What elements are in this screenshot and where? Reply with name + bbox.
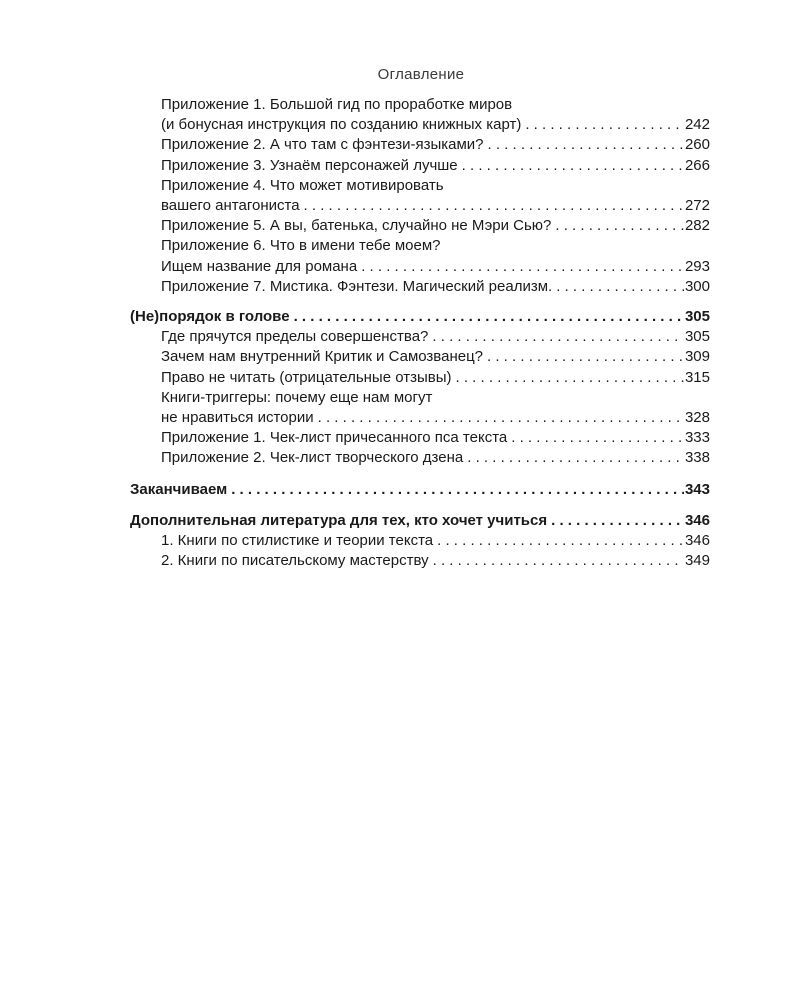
toc-entry-title: Право не читать (отрицательные отзывы) [161,368,452,386]
toc-part-title: Заканчиваем [130,480,228,498]
dot-leader [437,531,684,551]
toc-entry-page: 346 [684,532,710,550]
toc-entry [130,135,710,155]
toc-entry-title: Ищем название для романа [161,257,358,275]
toc-entry-title: Книги-триггеры: почему еще нам могут [161,388,433,406]
toc-part-title: Дополнительная литература для тех, кто хочет учиться [130,511,548,529]
toc-entry [130,257,710,277]
dot-leader [551,511,684,531]
toc-entry [130,368,710,388]
toc-part-entry [130,307,710,327]
toc-part-page: 305 [684,308,710,326]
toc-entry-page: 309 [684,348,710,366]
toc-entry [130,448,710,468]
dot-leader [467,448,684,468]
toc-entry-page: 349 [684,552,710,570]
dot-leader [432,327,684,347]
dot-leader [511,428,684,448]
toc-part-entry [130,511,710,531]
dot-leader [231,480,684,500]
toc-entry [130,408,710,428]
dot-leader [318,408,684,428]
toc-entry [130,236,710,256]
dot-leader [433,551,684,571]
toc-entry [130,428,710,448]
dot-leader [361,257,684,277]
toc-entry-page: 266 [684,156,710,174]
toc-entry-title: Приложение 5. А вы, батенька, случайно не Мэри Сью? [161,217,552,235]
toc-entry-page: 242 [684,116,710,134]
toc-entry-title: Приложение 1. Большой гид по проработке миров [161,96,513,113]
toc-entry-title: Приложение 4. Что может мотивировать [161,176,444,194]
dot-leader [555,216,684,236]
toc-entry [130,216,710,236]
toc-entry [130,551,710,571]
toc-entry-title: вашего антагониста [161,197,300,215]
toc-entry [130,176,710,196]
toc-entry [130,388,710,408]
toc-entry [130,531,710,551]
toc-entry-title: Зачем нам внутренний Критик и Самозванец? [161,348,484,366]
toc-entry-title: Приложение 3. Узнаём персонажей лучше [161,156,458,174]
toc-entry-title: не нравиться истории [161,409,314,427]
dot-leader [456,368,684,388]
toc-entry-title: Приложение 6. Что в имени тебе моем? [161,237,441,255]
toc-entry-title: Приложение 7. Мистика. Фэнтези. Магический реализм. [161,277,553,295]
toc-part-entry [130,480,710,500]
toc-entry-title: (и бонусная инструкция по созданию книжных карт) [161,116,522,134]
toc-entry-title: Приложение 1. Чек-лист причесанного пса текста [161,429,508,447]
toc-entry [130,95,710,115]
dot-leader [304,196,684,216]
dot-leader [462,156,684,176]
table-of-contents [130,95,710,571]
toc-entry-page: 282 [684,217,710,235]
toc-part-title: (Не)порядок в голове [130,308,290,326]
toc-entry-title: Приложение 2. А что там с фэнтези-языками? [161,136,484,154]
toc-entry-title: 1. Книги по стилистике и теории текста [161,532,434,550]
toc-entry-page: 300 [684,277,710,295]
toc-entry [130,156,710,176]
toc-entry-page: 260 [684,136,710,154]
toc-entry-page: 305 [684,328,710,346]
toc-entry-page: 272 [684,197,710,215]
dot-leader [525,115,684,135]
toc-entry-title: Где прячутся пределы совершенства? [161,328,429,346]
toc-entry-title: 2. Книги по писательскому мастерству [161,552,429,570]
toc-entry-page: 293 [684,257,710,275]
toc-entry-title: Приложение 2. Чек-лист творческого дзена [161,449,464,467]
toc-entry [130,277,710,297]
toc-entry [130,327,710,347]
toc-entry-page: 338 [684,449,710,467]
running-head: Оглавление [377,66,465,83]
toc-entry-page: 328 [684,409,710,427]
toc-entry [130,115,710,135]
toc-part-page: 346 [684,511,710,529]
toc-part-page: 343 [684,480,710,498]
toc-entry-page: 333 [684,429,710,447]
toc-entry-page: 315 [684,368,710,386]
toc-entry [130,347,710,367]
dot-leader [488,135,684,155]
dot-leader [487,347,684,367]
toc-entry [130,196,710,216]
dot-leader [294,307,684,327]
dot-leader [556,277,684,297]
